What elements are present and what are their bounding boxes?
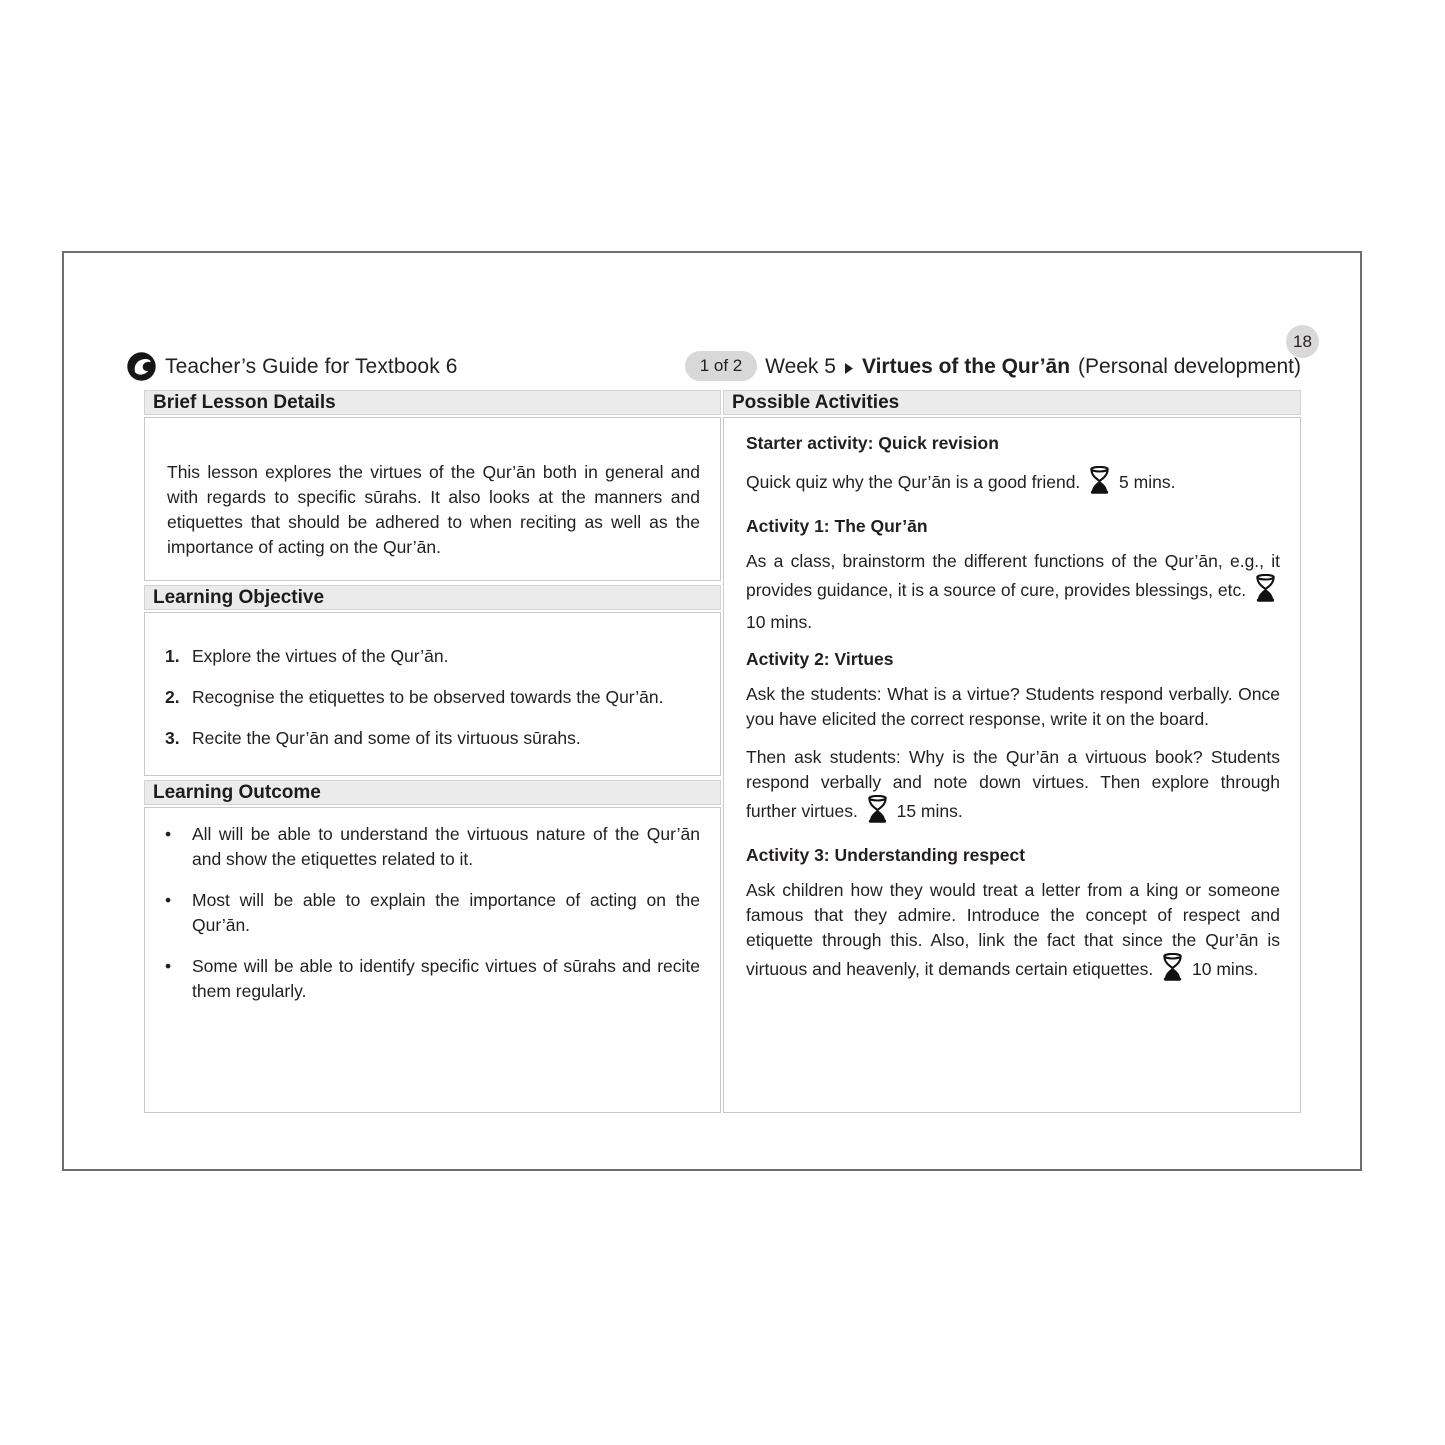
activity-duration: 5 mins. xyxy=(1119,472,1176,492)
item-number: 1. xyxy=(165,646,180,666)
section-heading: Learning Objective xyxy=(144,585,721,610)
activity-paragraph xyxy=(746,466,1280,502)
activity-duration: 10 mins. xyxy=(1192,959,1259,979)
item-number: 2. xyxy=(165,687,180,707)
objective-item xyxy=(165,727,700,749)
activity-duration: 15 mins. xyxy=(896,801,963,821)
paragraph-text: Ask the students: What is a virtue? Students respond verbally. Once you have elicited the correct response, write it on the board. xyxy=(746,684,1280,729)
item-text: Recognise the etiquettes to be observed towards the Qur’ān. xyxy=(192,687,664,707)
bullet-icon xyxy=(165,888,192,938)
triangle-right-icon xyxy=(845,363,853,374)
hourglass-icon xyxy=(1254,574,1277,610)
paragraph-text: Ask children how they would treat a letter from a king or someone famous that they admire. Introduce the concept of respect and etiquette through this. Also, link the fact that since the Qur’ān is virtuous and heavenly, it demands certain etiquettes. xyxy=(746,880,1280,979)
section-learning-objective xyxy=(144,585,721,776)
paragraph-text: Quick quiz why the Qur’ān is a good friend. xyxy=(746,472,1081,492)
section-heading: Learning Outcome xyxy=(144,780,721,805)
brief-lesson-text: This lesson explores the virtues of the Qur’ān both in general and with regards to specific sūrahs. It also looks at the manners and etiquettes that should be adhered to when reciting as well as the importance of acting on the Qur’ān. xyxy=(167,462,700,557)
lesson-title: Virtues of the Qur’ān xyxy=(861,355,1071,378)
brand xyxy=(126,351,458,382)
activity-heading: Activity 2: Virtues xyxy=(746,649,894,669)
outcome-item xyxy=(165,888,700,938)
section-heading: Brief Lesson Details xyxy=(144,390,721,415)
item-text: Some will be able to identify specific virtues of sūrahs and recite them regularly. xyxy=(192,956,700,1001)
item-text: Recite the Qur’ān and some of its virtuous sūrahs. xyxy=(192,728,581,748)
week-title xyxy=(765,355,1301,379)
bullet-icon xyxy=(165,954,192,1004)
guide-title: Teacher’s Guide for Textbook 6 xyxy=(165,354,458,378)
hourglass-icon xyxy=(1088,466,1111,502)
section-heading: Possible Activities xyxy=(723,390,1301,415)
item-text: Most will be able to explain the importance of acting on the Qur’ān. xyxy=(192,890,700,935)
page-of-badge: 1 of 2 xyxy=(685,351,757,381)
activity-heading: Activity 1: The Qur’ān xyxy=(746,516,928,536)
section-body xyxy=(144,612,721,776)
item-number: 3. xyxy=(165,728,180,748)
bullet-icon xyxy=(165,822,192,872)
week-label: Week 5 xyxy=(765,355,836,378)
paragraph-text: As a class, brainstorm the different functions of the Qur’ān, e.g., it provides guidance, it is a source of cure, provides blessings, etc. xyxy=(746,551,1280,600)
activity-heading: Activity 3: Understanding respect xyxy=(746,845,1026,865)
activity-heading: Starter activity: Quick revision xyxy=(746,433,999,453)
section-possible-activities xyxy=(723,390,1301,1113)
section-brief-lesson-details xyxy=(144,390,721,581)
section-body xyxy=(144,807,721,1113)
outcome-item xyxy=(165,954,700,1004)
section-body xyxy=(144,417,721,581)
hourglass-icon xyxy=(1161,953,1184,989)
item-text: All will be able to understand the virtuous nature of the Qur’ān and show the etiquettes related to it. xyxy=(192,824,700,869)
objective-item xyxy=(165,686,700,708)
lesson-category: (Personal development) xyxy=(1078,355,1301,378)
paragraph-text: Then ask students: Why is the Qur’ān a virtuous book? Students respond verbally and note down virtues. Then explore through further virtues. xyxy=(746,747,1280,821)
activity-paragraph xyxy=(746,745,1280,831)
publisher-logo-icon xyxy=(126,351,157,382)
section-body xyxy=(723,417,1301,1113)
outcome-item xyxy=(165,822,700,872)
activity-duration: 10 mins. xyxy=(746,612,813,632)
section-learning-outcome xyxy=(144,780,721,1113)
item-text: Explore the virtues of the Qur’ān. xyxy=(192,646,449,666)
objective-item xyxy=(165,645,700,667)
page-number-badge: 18 xyxy=(1286,325,1319,358)
activity-paragraph xyxy=(746,549,1280,635)
hourglass-icon xyxy=(866,795,889,831)
activity-paragraph xyxy=(746,682,1280,732)
activity-paragraph xyxy=(746,878,1280,989)
